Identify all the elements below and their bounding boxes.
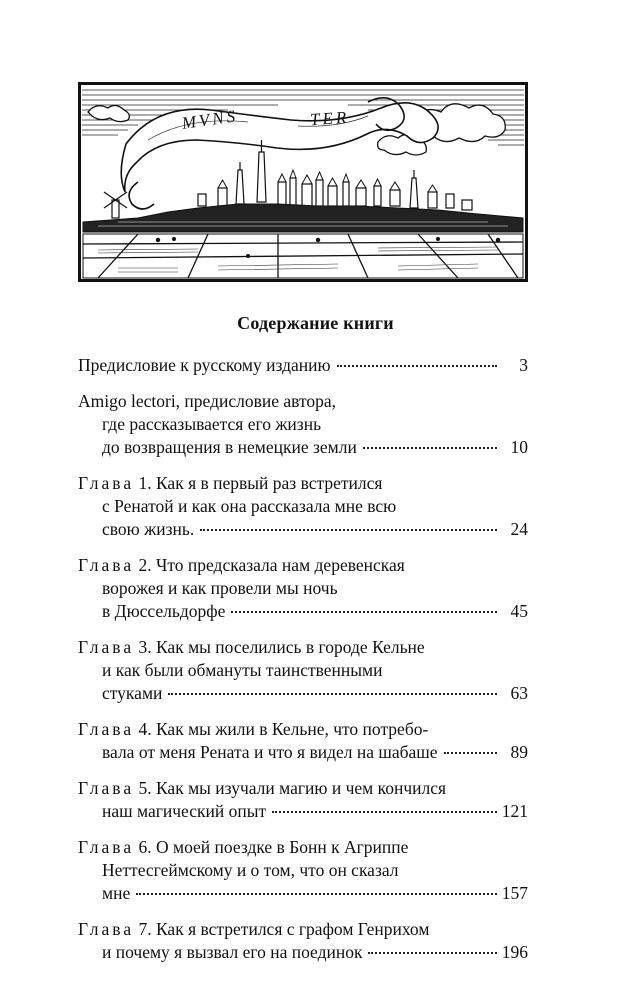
chapter-label: Глава (78, 472, 135, 493)
chapter-number: 1. (138, 472, 152, 493)
dot-leader (272, 811, 497, 813)
toc-entry-text: и как были обмануты таинственными (102, 660, 383, 681)
dot-leader (136, 893, 497, 895)
dot-leader (363, 447, 497, 449)
toc-entry-line (78, 390, 528, 413)
page-number: 24 (510, 519, 528, 540)
toc-entry-line (78, 413, 528, 436)
toc-entry-text: Как мы поселились в городе Кельне (155, 637, 425, 658)
toc-entry-last-line (78, 741, 528, 764)
page-number: 196 (501, 942, 528, 963)
chapter-label: Глава (78, 919, 135, 940)
toc-entry-line (78, 472, 528, 495)
chapter-label: Глава (78, 778, 135, 799)
chapter-number: 3. (138, 637, 152, 658)
toc-entry-line (78, 918, 528, 941)
toc-entry-line (78, 718, 528, 741)
chapter-number: 4. (138, 719, 152, 740)
toc-entry[interactable] (78, 390, 528, 460)
dot-leader (231, 611, 497, 613)
chapter-label: Глава (78, 719, 135, 740)
toc-entry[interactable] (78, 777, 528, 823)
dot-leader (168, 693, 497, 695)
chapter-label: Глава (78, 836, 135, 857)
toc-entry-text: наш магический опыт (102, 801, 267, 822)
toc-entry-last-line (78, 600, 528, 623)
toc-entry-line (78, 636, 528, 659)
toc-entry-last-line (78, 436, 528, 459)
toc-entry-text: мне (102, 883, 131, 904)
toc-title: Содержание книги (237, 313, 394, 333)
chapter-label: Глава (78, 637, 135, 658)
page-number: 63 (510, 683, 528, 704)
toc-entry-line (78, 554, 528, 577)
toc-entry-line (78, 859, 528, 882)
toc-entry[interactable] (78, 918, 528, 964)
toc-entry-text: Неттесгеймскому и о том, что он сказал (102, 860, 399, 881)
page-number: 121 (501, 801, 528, 822)
toc-entry[interactable] (78, 472, 528, 542)
toc-entry-text: в Дюссельдорфе (102, 601, 226, 622)
chapter-label: Глава (78, 554, 135, 575)
page-number: 3 (519, 355, 528, 375)
page-number: 10 (510, 437, 528, 458)
toc-entry-text: свою жизнь. (102, 519, 195, 540)
toc-entry[interactable] (78, 554, 528, 624)
toc-entry-last-line (78, 682, 528, 705)
toc-entry-text: Что предсказала нам деревенская (155, 554, 405, 575)
munster-woodcut-illustration (78, 82, 528, 282)
dot-leader (368, 952, 497, 954)
table-of-contents (78, 354, 528, 977)
toc-entry-line (78, 836, 528, 859)
chapter-number: 6. (138, 836, 152, 857)
chapter-number: 5. (138, 778, 152, 799)
toc-entry-text: Amigo lectori, предисловие автора, (78, 390, 337, 411)
toc-entry-text: Как я встретился с графом Генрихом (155, 919, 430, 940)
toc-entry-last-line (78, 354, 528, 377)
toc-entry-text: Предисловие к русскому изданию (78, 355, 331, 375)
dot-leader (200, 529, 497, 531)
toc-entry-text: и почему я вызвал его на поединок (102, 942, 363, 963)
chapter-number: 7. (138, 919, 152, 940)
toc-entry-text: Как я в первый раз встретился (155, 472, 383, 493)
toc-entry[interactable] (78, 836, 528, 906)
toc-entry[interactable] (78, 636, 528, 706)
toc-entry[interactable] (78, 354, 528, 377)
toc-entry-last-line (78, 941, 528, 964)
banner-text-left: MVNS (180, 106, 240, 133)
toc-entry-text: где рассказывается его жизнь (102, 413, 322, 434)
toc-entry-last-line (78, 518, 528, 541)
toc-entry-last-line (78, 800, 528, 823)
dot-leader (337, 365, 497, 367)
toc-entry-line (78, 659, 528, 682)
banner-text-right: TER (309, 107, 350, 130)
toc-entry-text: Как мы жили в Кельне, что потребо- (155, 719, 429, 740)
toc-entry-text: Как мы изучали магию и чем кончился (155, 778, 447, 799)
toc-entry[interactable] (78, 718, 528, 764)
toc-entry-last-line (78, 882, 528, 905)
dot-leader (444, 752, 497, 754)
toc-entry-line (78, 777, 528, 800)
toc-entry-text: до возвращения в немецкие земли (102, 437, 357, 458)
toc-entry-line (78, 577, 528, 600)
toc-entry-text: ворожея и как провели мы ночь (102, 578, 338, 599)
toc-entry-text: с Ренатой и как она рассказала мне всю (102, 496, 397, 517)
toc-entry-text: стуками (102, 683, 163, 704)
page-number: 157 (501, 883, 528, 904)
page-number: 45 (510, 601, 528, 622)
toc-entry-text: вала от меня Рената и что я видел на шабаше (102, 742, 438, 763)
toc-entry-text: О моей поездке в Бонн к Агриппе (155, 836, 409, 857)
chapter-number: 2. (138, 554, 152, 575)
page-number: 89 (510, 742, 528, 763)
toc-entry-line (78, 495, 528, 518)
